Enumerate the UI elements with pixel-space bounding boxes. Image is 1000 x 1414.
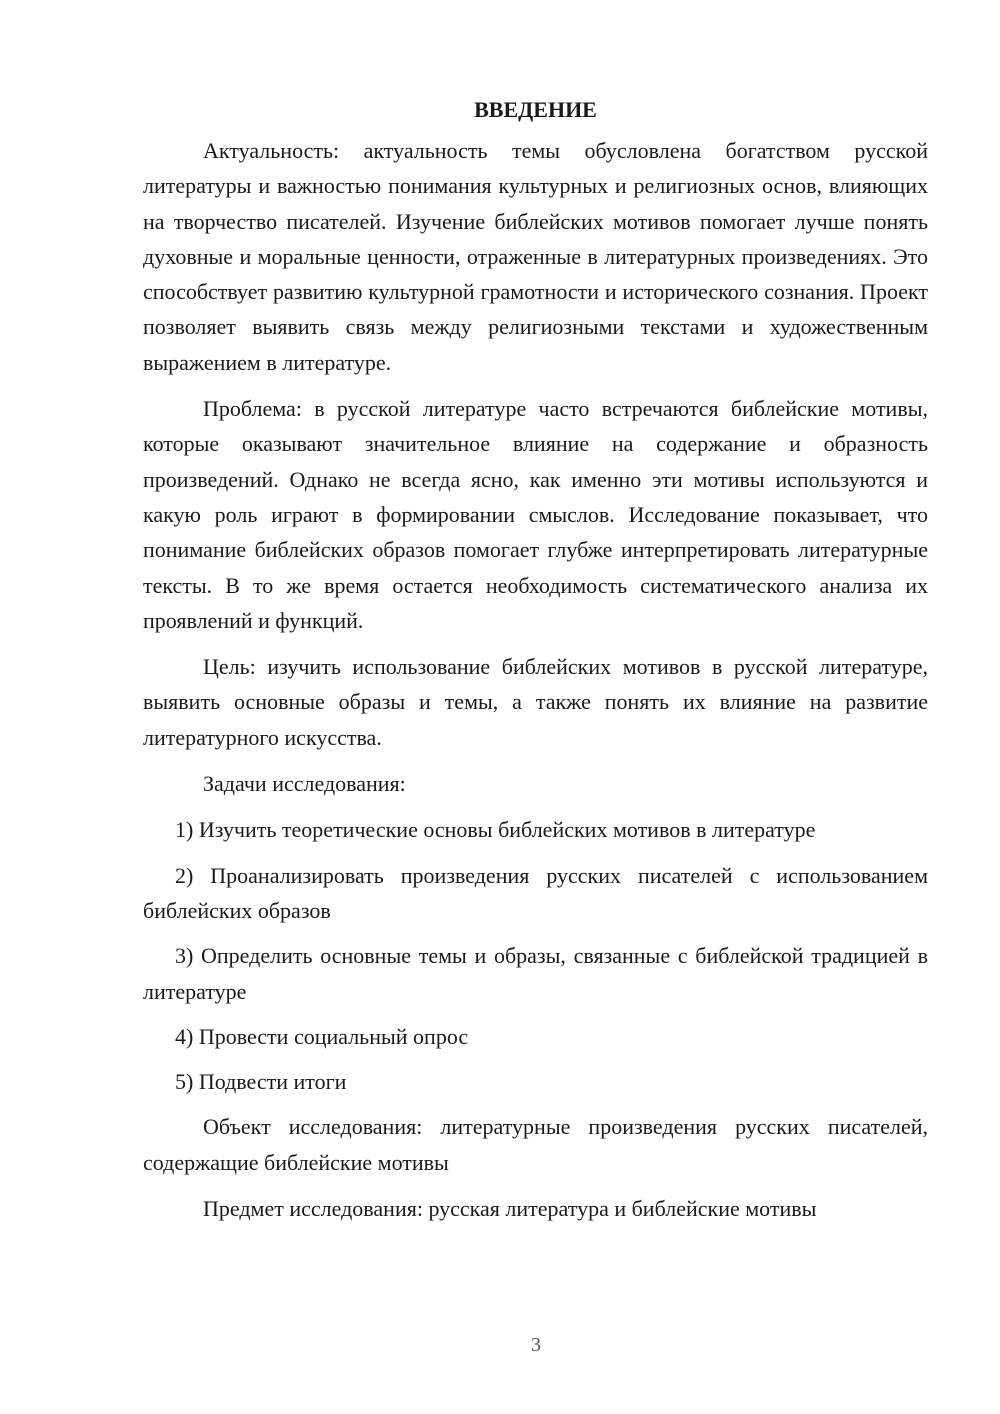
relevance-paragraph: Актуальность: актуальность темы обусловлена богатством русской литературы и важностью понимания культурных и религиозных основ, влияющих на творчество писателей. Изучение библейских мотивов помогает лучше понять духовные и моральные ценности, отраженные в литературных произведениях. Это способствует развитию культурной грамотности и исторического сознания. Проект позволяет выявить связь между религиозными текстами и художественным выражением в литературе. [143,138,928,375]
task-item: 5) Подвести итоги [175,1069,347,1095]
goal-paragraph: Цель: изучить использование библейских мотивов в русской литературе, выявить основные образы и темы, а также понять их влияние на развитие литературного искусства. [143,654,928,750]
task-item: 1) Изучить теоретические основы библейских мотивов в литературе [175,817,816,843]
tasks-heading: Задачи исследования: [203,771,406,797]
object-paragraph: Объект исследования: литературные произведения русских писателей, содержащие библейские мотивы [143,1114,928,1175]
page-content [143,93,928,1237]
subject-paragraph: Предмет исследования: русская литература и библейские мотивы [203,1196,817,1222]
section-title: ВВЕДЕНИЕ [474,97,597,122]
task-item: 3) Определить основные темы и образы, связанные с библейской традицией в литературе [143,943,928,1004]
task-item: 2) Проанализировать произведения русских писателей с использованием библейских образов [143,862,928,923]
page-number: 3 [531,1334,541,1356]
problem-paragraph: Проблема: в русской литературе часто встречаются библейские мотивы, которые оказывают значительное влияние на содержание и образность произведений. Однако не всегда ясно, как именно эти мотивы используются и какую роль играют в формировании смыслов. Исследование показывает, что понимание библейских образов помогает глубже интерпретировать литературные тексты. В то же время остается необходимость систематического анализа их проявлений и функций. [143,396,928,633]
task-item: 4) Провести социальный опрос [175,1023,469,1049]
